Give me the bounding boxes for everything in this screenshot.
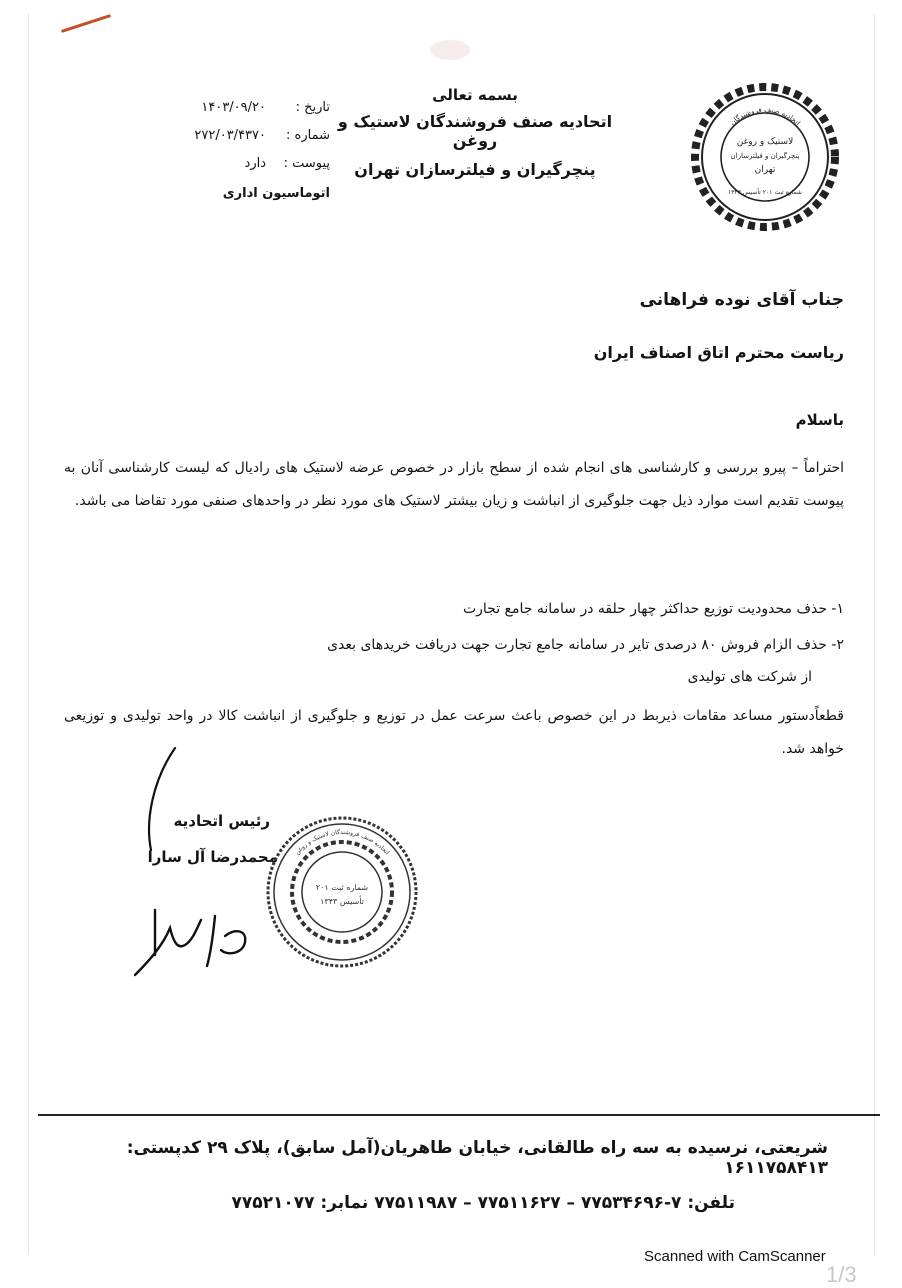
attachment-row [140, 150, 330, 178]
organization-name: اتحادیه صنف فروشندگان لاستیک و روغن [337, 112, 613, 150]
logo-outer-text: اتحادیه صنف فروشندگان [728, 105, 802, 128]
page-edge-left [28, 14, 29, 1254]
closing-paragraph: قطعاًدستور مساعد مقامات ذیربط در این خصوص باعث سرعت عمل در توزیع و جلوگیری از انباشت کالا در واحد تولیدی و توزیعی خواهد شد. [64, 708, 844, 757]
stamp-line-1: شماره ثبت ۲۰۱ [315, 883, 369, 892]
footer-phones: تلفن: ۷-۷۷۵۳۴۶۹۶ – ۷۷۵۱۱۶۲۷ – ۷۷۵۱۱۹۸۷ نمابر: ۷۷۵۲۱۰۷۷ [231, 1193, 735, 1213]
faint-smudge [430, 40, 470, 60]
recipient-title: ریاست محترم اتاق اصناف ایران [593, 343, 844, 362]
attachment-value: دارد [244, 156, 266, 171]
logo-line-1: لاستیک و روغن [736, 137, 794, 147]
number-row [140, 122, 330, 150]
letter-meta [140, 94, 330, 208]
office-automation-label: اتوماسیون اداری [222, 186, 330, 201]
logo-line-2: پنچرگیران و فیلترسازان [730, 152, 800, 160]
footer-divider [38, 1114, 880, 1116]
svg-text:اتحادیه صنف فروشندگان [729, 106, 802, 127]
footer-address: شریعتی، نرسیده به سه راه طالقانی، خیابان طاهریان(آمل سابق)، پلاک ۲۹ کدپستی: ۱۶۱۱۷۵۸۴۱۳ [126, 1138, 828, 1178]
signatory-title: رئیس اتحادیه [173, 812, 270, 830]
date-row [140, 94, 330, 122]
date-label: تاریخ : [295, 100, 330, 115]
page-indicator: 1/3 [826, 1262, 857, 1287]
logo-bottom-text: شماره ثبت ۲۰۱ تأسیس ۱۳۴۳ [728, 189, 802, 196]
number-label: شماره : [286, 128, 330, 143]
logo-line-3: تهران [754, 165, 776, 175]
pen-mark [61, 14, 111, 33]
request-item-2: ۲- حذف الزام فروش ۸۰ درصدی تایر در سامانه جامع تجارت جهت دریافت خریدهای بعدی [327, 637, 844, 653]
letter-paragraph: احتراماً – پیرو بررسی و کارشناسی های انجام شده از سطح بازار در خصوص عرضه لاستیک های رادیال که لیست کارشناسی آنان به پیوست تقدیم است موارد ذیل جهت جلوگیری از انباشت و زیان بیشتر لاستیک های مورد نظر در واحدهای صنفی مورد تقاضا می باشد. [64, 460, 844, 509]
invocation: بسمه تعالی [432, 86, 518, 104]
date-value: ۱۴۰۳/۰۹/۲۰ [201, 100, 266, 115]
signatory-name: محمدرضا آل سارا [147, 848, 278, 866]
request-item-2-continuation: از شرکت های تولیدی [687, 669, 812, 685]
greeting: باسلام [795, 411, 844, 429]
attachment-label: پیوست : [283, 156, 330, 171]
recipient-name: جناب آقای نوده فراهانی [639, 290, 844, 310]
scanner-watermark: Scanned with CamScanner [644, 1248, 826, 1265]
stamp-line-2: تأسیس ۱۳۴۳ [320, 897, 364, 906]
union-logo-seal [690, 82, 840, 232]
stamp-ring-text: اتحادیه صنف فروشندگان لاستیک و روغن [293, 828, 391, 857]
number-value: ۲۷۲/۰۳/۴۳۷۰ [194, 128, 266, 143]
request-item-1: ۱- حذف محدودیت توزیع حداکثر چهار حلقه در سامانه جامع تجارت [462, 601, 844, 617]
page-edge-right [874, 14, 875, 1254]
letterhead [330, 86, 620, 179]
official-stamp [262, 812, 422, 972]
organization-name-line2: پنچرگیران و فیلترسازان تهران [354, 160, 596, 179]
